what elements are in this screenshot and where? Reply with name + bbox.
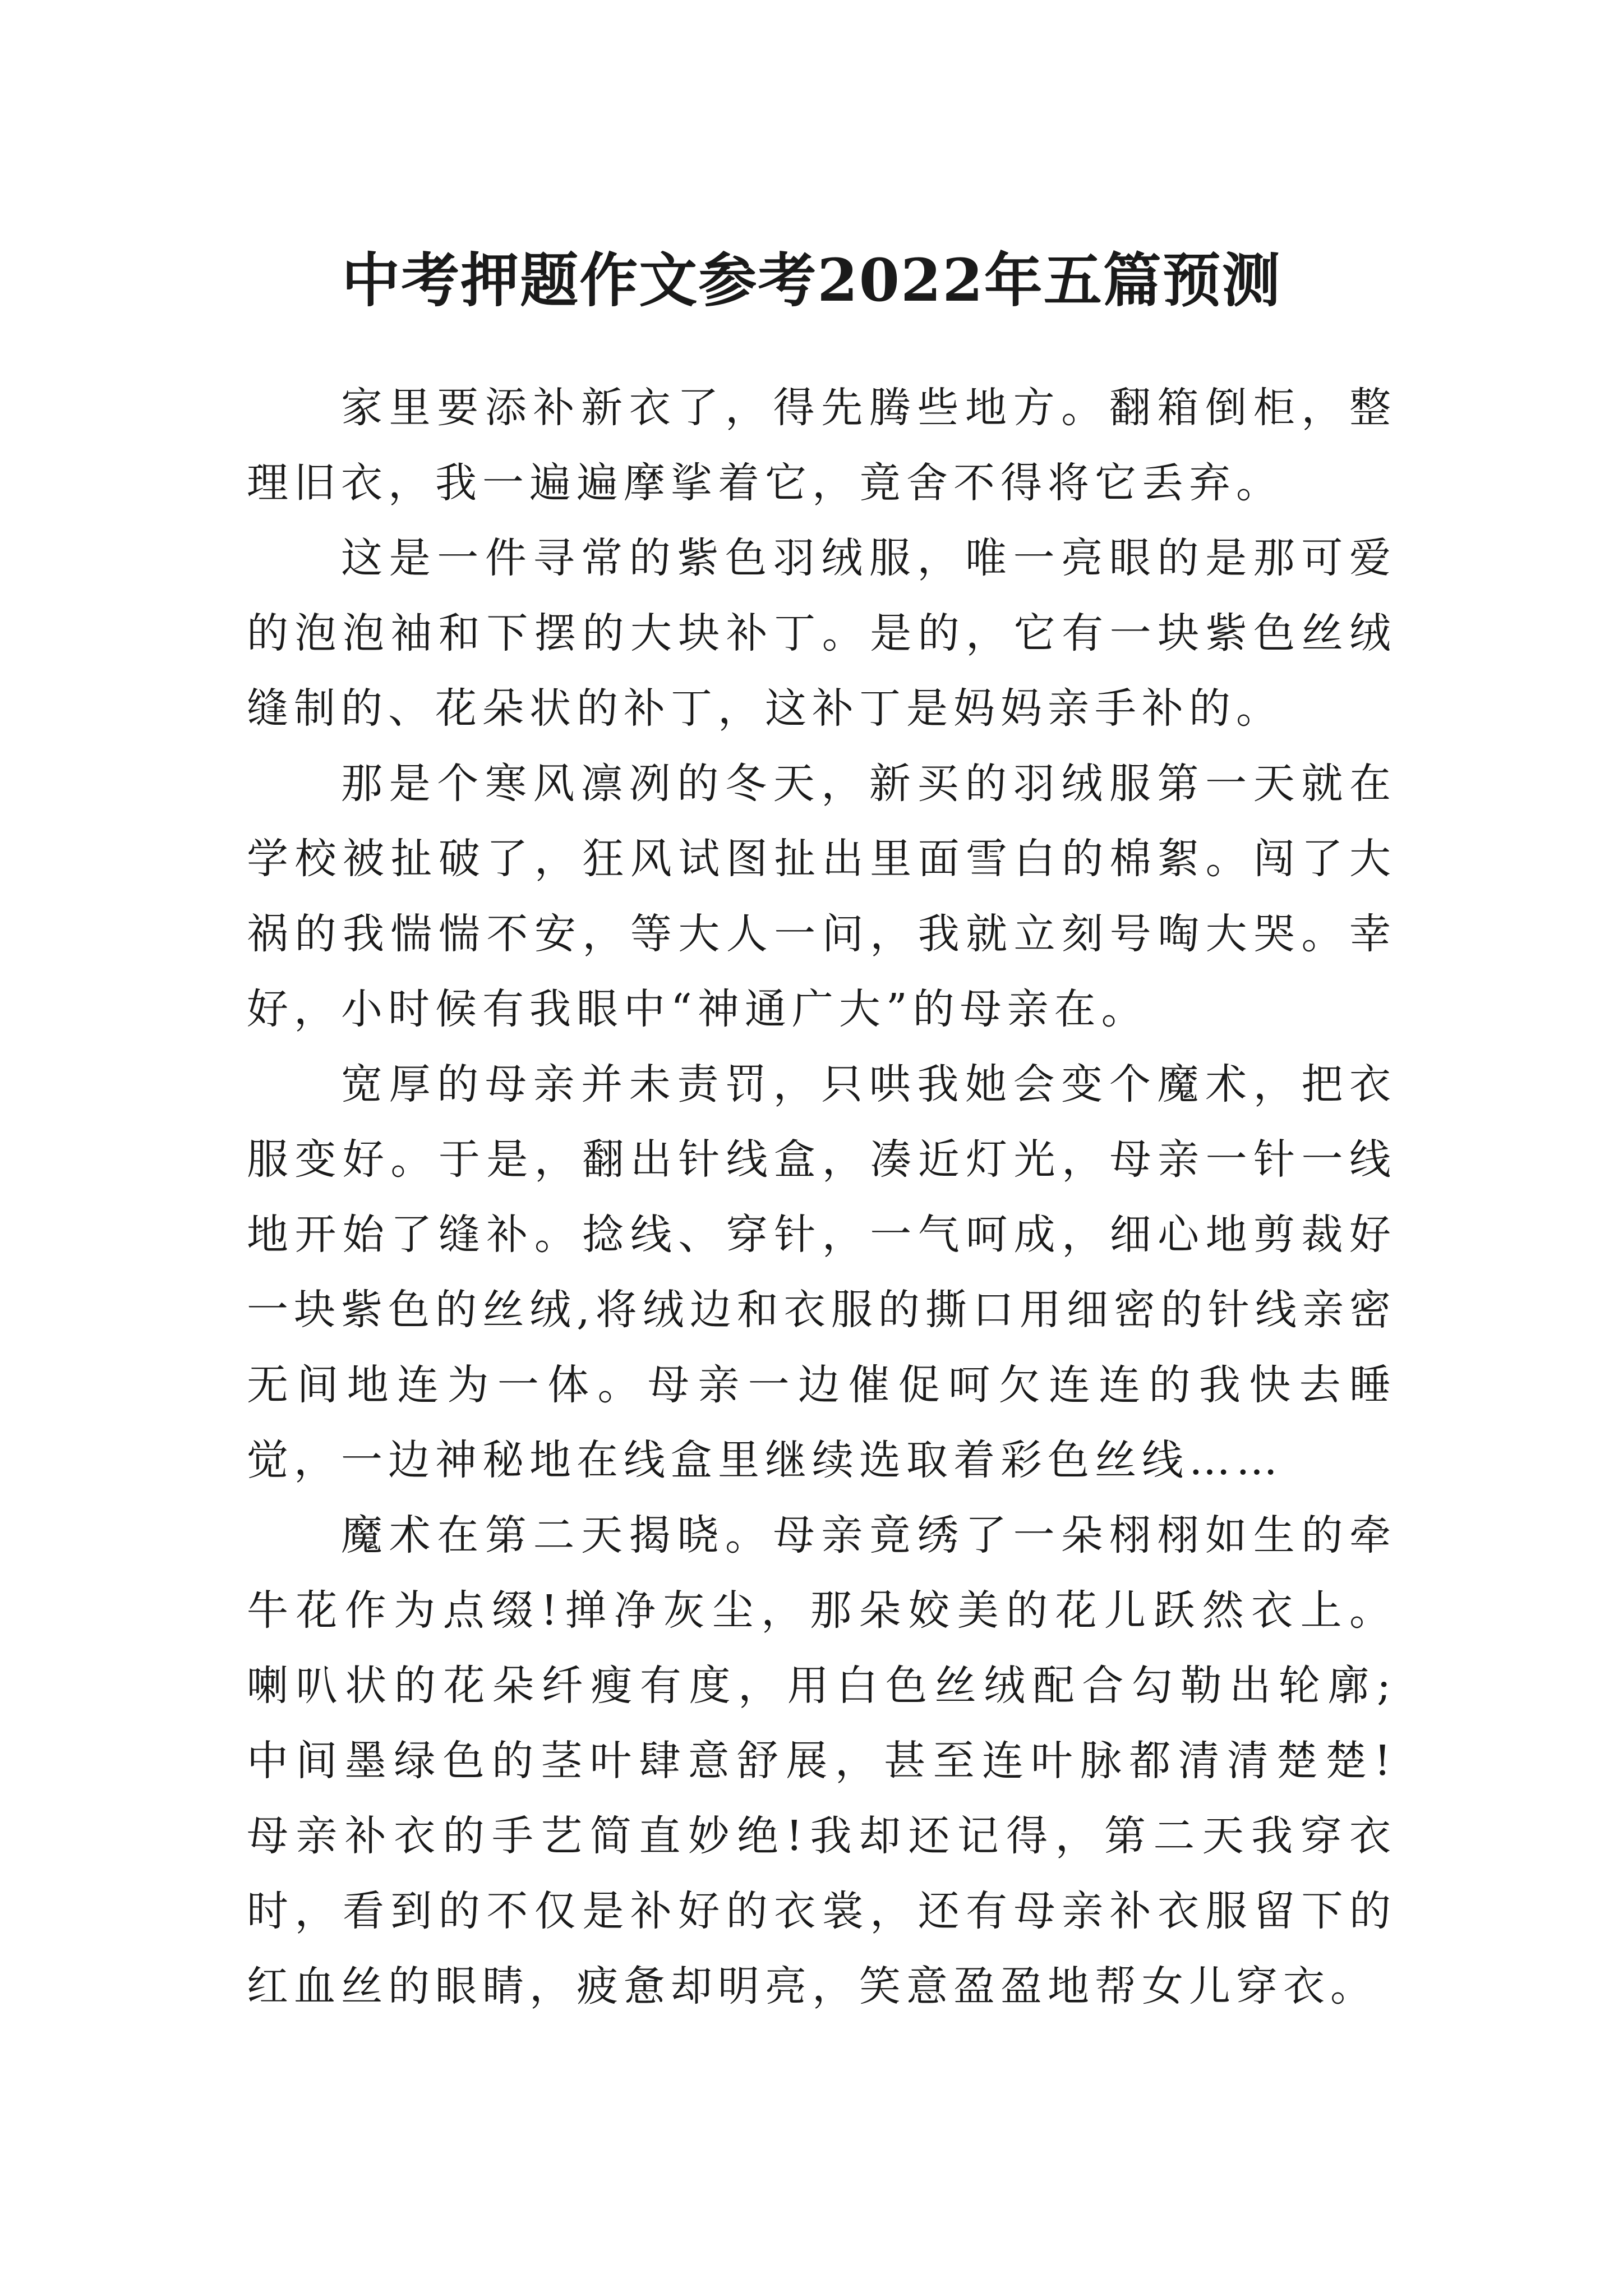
paragraph-5: 魔术在第二天揭晓。母亲竟绣了一朵栩栩如生的牵牛花作为点缀!掸净灰尘，那朵姣美的花儿跃然衣上。喇叭状的花朵纤瘦有度，用白色丝绒配合勾勒出轮廓;中间墨绿色的茎叶肆意舒展，甚至连叶脉都清清楚楚!母亲补衣的手艺简直妙绝!我却还记得，第二天我穿衣时，看到的不仅是补好的衣裳，还有母亲补衣服留下的红血丝的眼睛，疲惫却明亮，笑意盈盈地帮女儿穿衣。 xyxy=(247,1511,1396,2010)
paragraph-1: 家里要添补新衣了，得先腾些地方。翻箱倒柜，整理旧衣，我一遍遍摩挲着它，竟舍不得将它丢弃。 xyxy=(247,384,1396,507)
paragraph-2: 这是一件寻常的紫色羽绒服，唯一亮眼的是那可爱的泡泡袖和下摆的大块补丁。是的，它有一块紫色丝绒缝制的、花朵状的补丁，这补丁是妈妈亲手补的。 xyxy=(247,534,1396,733)
paragraph-4: 宽厚的母亲并未责罚，只哄我她会变个魔术，把衣服变好。于是，翻出针线盒，凑近灯光，母亲一针一线地开始了缝补。捻线、穿针，一气呵成，细心地剪裁好一块紫色的丝绒,将绒边和衣服的撕口用细密的针线亲密无间地连为一体。母亲一边催促呵欠连连的我快去睡觉，一边神秘地在线盒里继续选取着彩色丝线…… xyxy=(247,1060,1396,1484)
paragraph-3: 那是个寒风凛冽的冬天，新买的羽绒服第一天就在学校被扯破了，狂风试图扯出里面雪白的棉絮。闯了大祸的我惴惴不安，等大人一问，我就立刻号啕大哭。幸好，小时候有我眼中“神通广大”的母亲在。 xyxy=(247,760,1396,1033)
page-title: 中考押题作文参考2022年五篇预测 xyxy=(342,245,1281,315)
essay-body xyxy=(247,370,1396,2024)
